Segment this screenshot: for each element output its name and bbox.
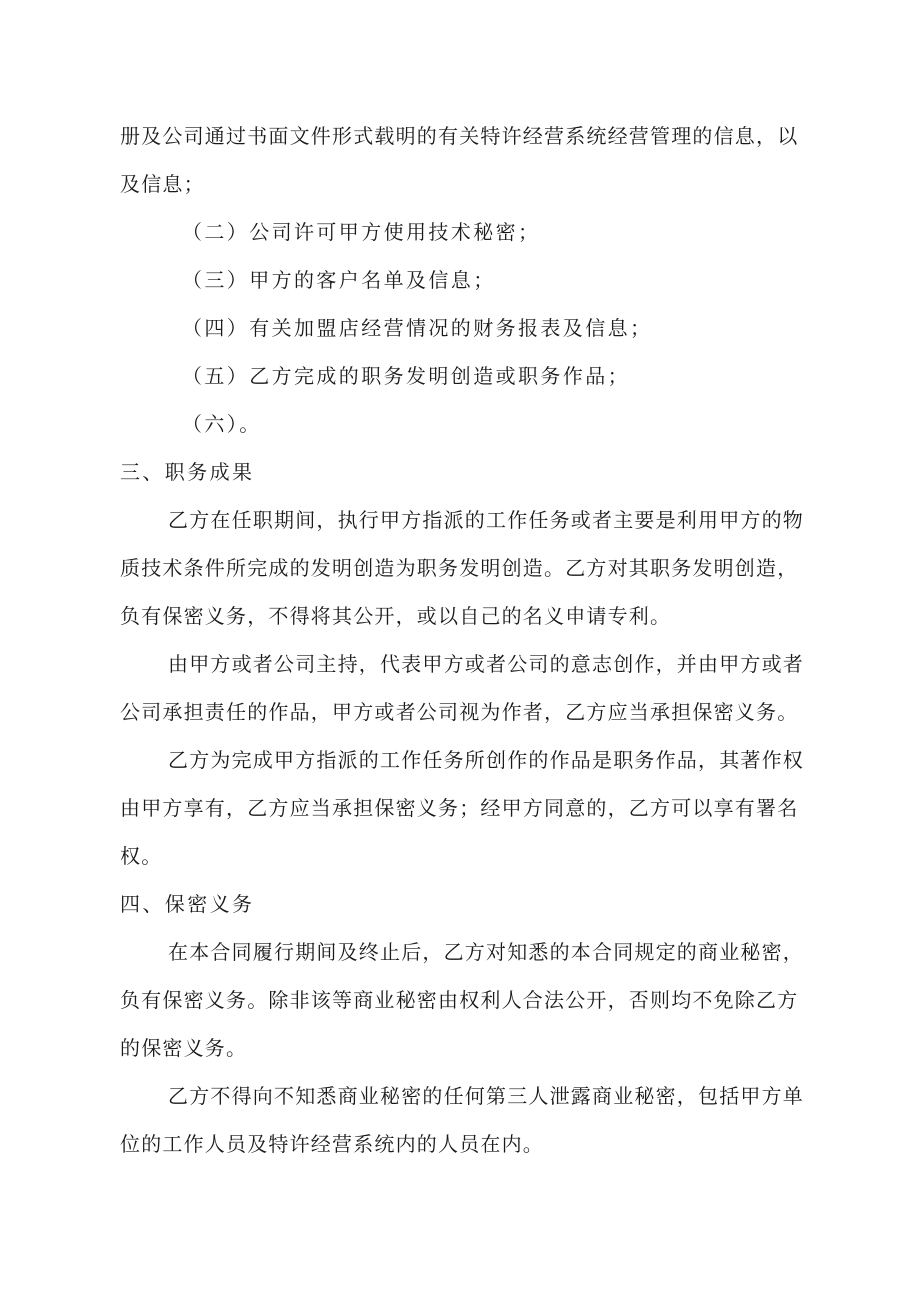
paragraph-line: 负有保密义务。除非该等商业秘密由权利人合法公开，否则均不免除乙方 bbox=[120, 988, 799, 1012]
section-heading: 四、保密义务 bbox=[120, 892, 255, 916]
section-heading: 三、职务成果 bbox=[120, 460, 255, 484]
list-item: （六）。 bbox=[182, 412, 262, 436]
list-item: （三）甲方的客户名单及信息； bbox=[182, 268, 496, 292]
paragraph-line: 由甲方享有，乙方应当承担保密义务；经甲方同意的，乙方可以享有署名 bbox=[120, 796, 799, 820]
paragraph-line: 的保密义务。 bbox=[120, 1036, 248, 1060]
paragraph-line: 权。 bbox=[120, 844, 163, 868]
paragraph-line: 乙方为完成甲方指派的工作任务所创作的作品是职务作品，其著作权 bbox=[168, 748, 804, 772]
paragraph-line: 在本合同履行期间及终止后，乙方对知悉的本合同规定的商业秘密， bbox=[168, 940, 804, 964]
list-item: （五）乙方完成的职务发明创造或职务作品； bbox=[182, 364, 630, 388]
paragraph-line: 由甲方或者公司主持，代表甲方或者公司的意志创作，并由甲方或者 bbox=[168, 652, 804, 676]
paragraph-line: 质技术条件所完成的发明创造为职务发明创造。乙方对其职务发明创造， bbox=[120, 556, 799, 580]
paragraph-line: 负有保密义务，不得将其公开，或以自己的名义申请专利。 bbox=[120, 604, 672, 628]
paragraph-line: 位的工作人员及特许经营系统内的人员在内。 bbox=[120, 1132, 544, 1156]
list-item: （四）有关加盟店经营情况的财务报表及信息； bbox=[182, 316, 653, 340]
paragraph-line: 乙方在任职期间，执行甲方指派的工作任务或者主要是利用甲方的物 bbox=[168, 508, 804, 532]
paragraph-line: 册及公司通过书面文件形式载明的有关特许经营系统经营管理的信息，以 bbox=[120, 124, 799, 148]
document-page bbox=[120, 112, 810, 1168]
list-item: （二）公司许可甲方使用技术秘密； bbox=[182, 220, 541, 244]
paragraph-line: 乙方不得向不知悉商业秘密的任何第三人泄露商业秘密，包括甲方单 bbox=[168, 1084, 804, 1108]
paragraph-line: 及信息； bbox=[120, 172, 205, 196]
paragraph-line: 公司承担责任的作品，甲方或者公司视为作者，乙方应当承担保密义务。 bbox=[120, 700, 799, 724]
